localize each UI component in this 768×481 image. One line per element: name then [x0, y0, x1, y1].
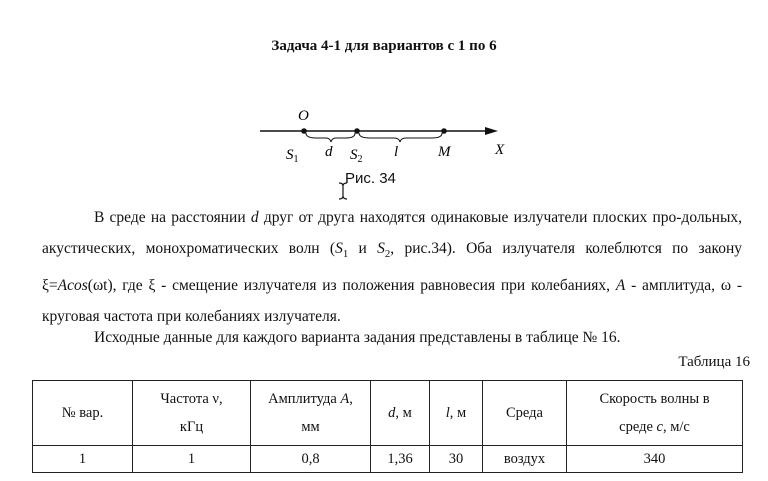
header-wave-speed: Скорость волны в среде c, м/с [567, 381, 743, 446]
cell-wave-speed: 340 [567, 446, 743, 473]
label-origin: O [298, 108, 309, 124]
table-caption: Таблица 16 [678, 354, 750, 370]
brace-d [306, 133, 355, 142]
table-row [33, 446, 743, 473]
cell-distance-l: 30 [430, 446, 483, 473]
cell-distance-d: 1,36 [371, 446, 430, 473]
figure-34-diagram [250, 102, 520, 164]
header-medium: Среда [483, 381, 567, 446]
source-data-paragraph: Исходные данные для каждого варианта задания представлены в таблице № 16. [94, 329, 621, 346]
label-s2: $S_2$ [350, 147, 363, 164]
problem-paragraph: В среде на расстоянии d друг от друга находятся одинаковые излучатели плоских про-дольных, акустических, монохроматических волн ($S_1$ и $S_2$, рис.34). Оба излучателя колеблются по закону ξ=Acos(ωt), где ξ - смещение излучателя из положения равновесия при колебаниях, A - амплитуда, ω - круговая частота при колебаниях излучателя. [42, 209, 743, 326]
header-variant: № вар. [33, 381, 133, 446]
x-axis-arrow [485, 127, 498, 135]
label-m: M [438, 144, 451, 160]
point-m [441, 128, 447, 134]
variants-table [32, 380, 743, 473]
cell-frequency: 1 [133, 446, 251, 473]
header-amplitude: Амплитуда A, мм [251, 381, 371, 446]
label-l: l [394, 144, 399, 160]
cell-amplitude: 0,8 [251, 446, 371, 473]
cell-variant: 1 [33, 446, 133, 473]
label-d: d [325, 144, 333, 160]
text-cursor-icon [338, 182, 348, 200]
header-frequency: Частота ν, кГц [133, 381, 251, 446]
table-header-row [33, 381, 743, 446]
figure-caption: Рис. 34 [345, 170, 396, 187]
label-x: X [495, 142, 505, 158]
cell-medium: воздух [483, 446, 567, 473]
label-s1: $S_1$ [286, 147, 299, 164]
task-title: Задача 4-1 для вариантов с 1 по 6 [271, 38, 497, 54]
header-distance-d: d, м [371, 381, 430, 446]
header-distance-l: l, м [430, 381, 483, 446]
point-s1 [301, 128, 307, 134]
point-s2 [354, 128, 360, 134]
brace-l [359, 133, 442, 142]
